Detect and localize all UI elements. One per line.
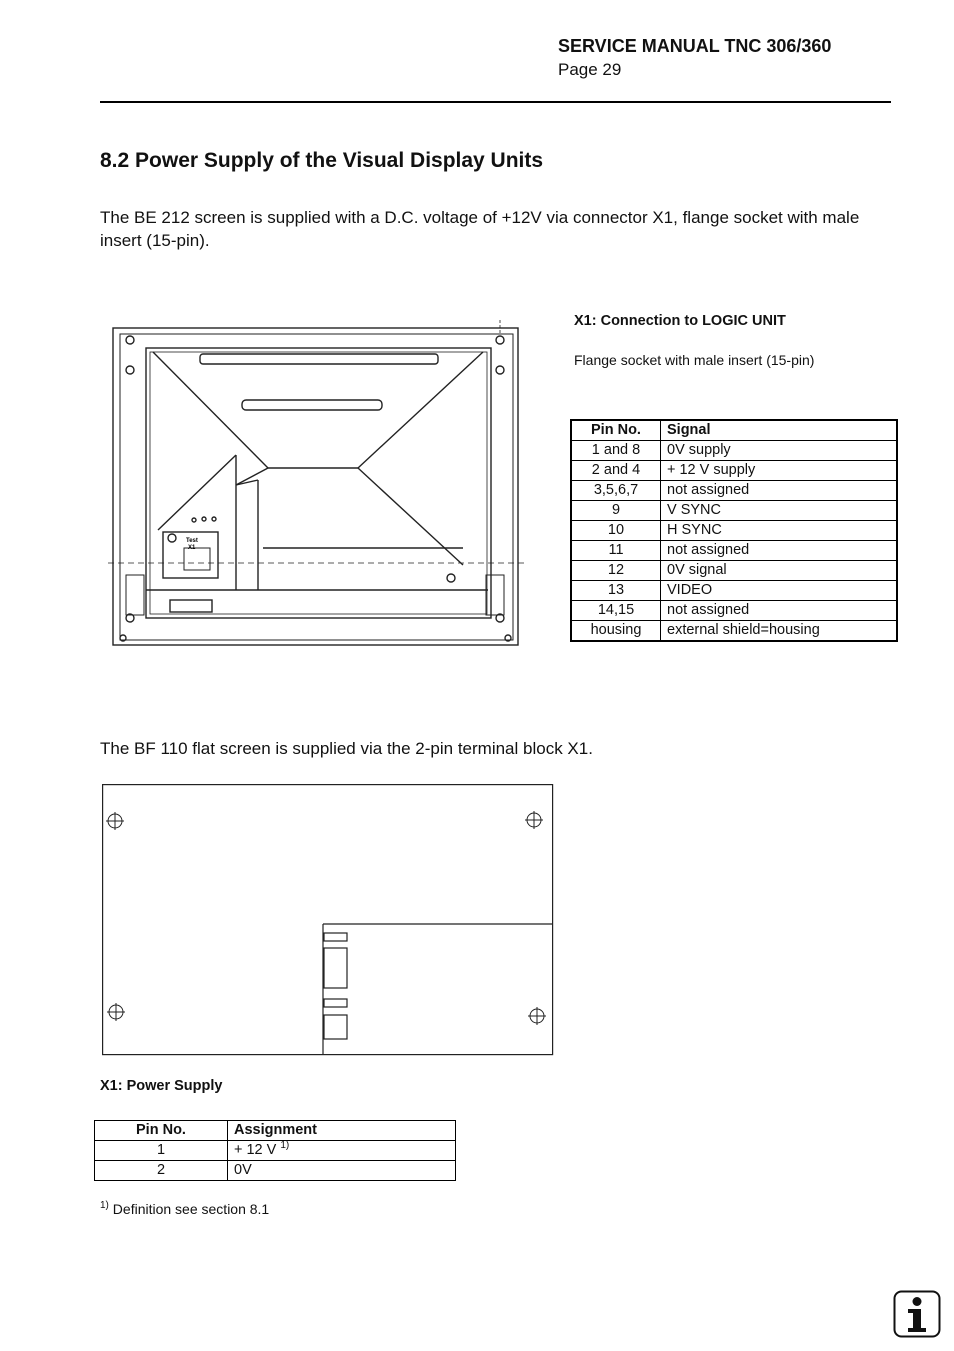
pin-cell: 1 <box>95 1141 228 1161</box>
pin-cell: 9 <box>571 501 661 521</box>
pin-cell: 12 <box>571 561 661 581</box>
pin-no-header: Pin No. <box>571 420 661 441</box>
pin-cell: 13 <box>571 581 661 601</box>
signal-cell: + 12 V supply <box>661 461 898 481</box>
footnote-mark: 1) <box>100 1200 109 1211</box>
table-row <box>571 461 897 481</box>
page-number: Page 29 <box>558 60 622 79</box>
table-row <box>571 441 897 461</box>
x1-logic-unit-caption: X1: Connection to LOGIC UNIT <box>574 313 786 329</box>
x1-power-caption: X1: Power Supply <box>100 1078 223 1094</box>
footnote-text: Definition see section 8.1 <box>108 1201 270 1217</box>
pin-cell: 2 and 4 <box>571 461 661 481</box>
x1-connector-label: X1 <box>188 545 196 551</box>
mounting-hole-icon <box>106 811 546 1025</box>
pin-cell: 10 <box>571 521 661 541</box>
x1-logic-pin-table <box>570 419 898 642</box>
assignment-header: Assignment <box>228 1121 456 1141</box>
table-row <box>571 521 897 541</box>
pin-cell: 3,5,6,7 <box>571 481 661 501</box>
pin-cell: 1 and 8 <box>571 441 661 461</box>
assignment-value: 0V <box>234 1162 252 1178</box>
assignment-value: + 12 V <box>234 1142 281 1158</box>
pin-cell: 2 <box>95 1161 228 1181</box>
assignment-cell <box>228 1141 456 1161</box>
table-row <box>571 561 897 581</box>
signal-cell: external shield=housing <box>661 621 898 642</box>
signal-header: Signal <box>661 420 898 441</box>
table-row <box>571 481 897 501</box>
footnote-ref: 1) <box>280 1140 290 1151</box>
signal-cell: not assigned <box>661 481 898 501</box>
pin-cell: 11 <box>571 541 661 561</box>
table-row <box>95 1141 456 1161</box>
manual-title: SERVICE MANUAL TNC 306/360 <box>558 36 832 56</box>
signal-cell: VIDEO <box>661 581 898 601</box>
info-icon <box>893 1290 941 1338</box>
signal-cell: 0V signal <box>661 561 898 581</box>
x1-power-table <box>94 1120 456 1181</box>
x1-logic-unit-subtitle: Flange socket with male insert (15-pin) <box>574 352 815 368</box>
section-title: 8.2 Power Supply of the Visual Display Units <box>100 149 544 172</box>
bf110-board-drawing <box>102 784 554 1056</box>
pin-cell: housing <box>571 621 661 642</box>
bf110-paragraph: The BF 110 flat screen is supplied via the 2-pin terminal block X1. <box>100 739 593 758</box>
header-rule <box>100 101 891 103</box>
table-row <box>571 501 897 521</box>
assignment-cell <box>228 1161 456 1181</box>
table-row <box>571 621 897 642</box>
table-row <box>571 541 897 561</box>
be212-intro-paragraph: The BE 212 screen is supplied with a D.C. voltage of +12V via connector X1, flange socket with male insert (15-pin). <box>100 208 860 250</box>
pin-cell: 14,15 <box>571 601 661 621</box>
pin-no-header: Pin No. <box>95 1121 228 1141</box>
be212-rear-view-drawing <box>108 320 528 650</box>
signal-cell: not assigned <box>661 541 898 561</box>
signal-cell: V SYNC <box>661 501 898 521</box>
test-label: Test <box>186 538 198 544</box>
signal-cell: 0V supply <box>661 441 898 461</box>
table-row <box>571 581 897 601</box>
table-row <box>95 1161 456 1181</box>
signal-cell: H SYNC <box>661 521 898 541</box>
footnote <box>100 1201 269 1217</box>
table-row <box>571 601 897 621</box>
signal-cell: not assigned <box>661 601 898 621</box>
